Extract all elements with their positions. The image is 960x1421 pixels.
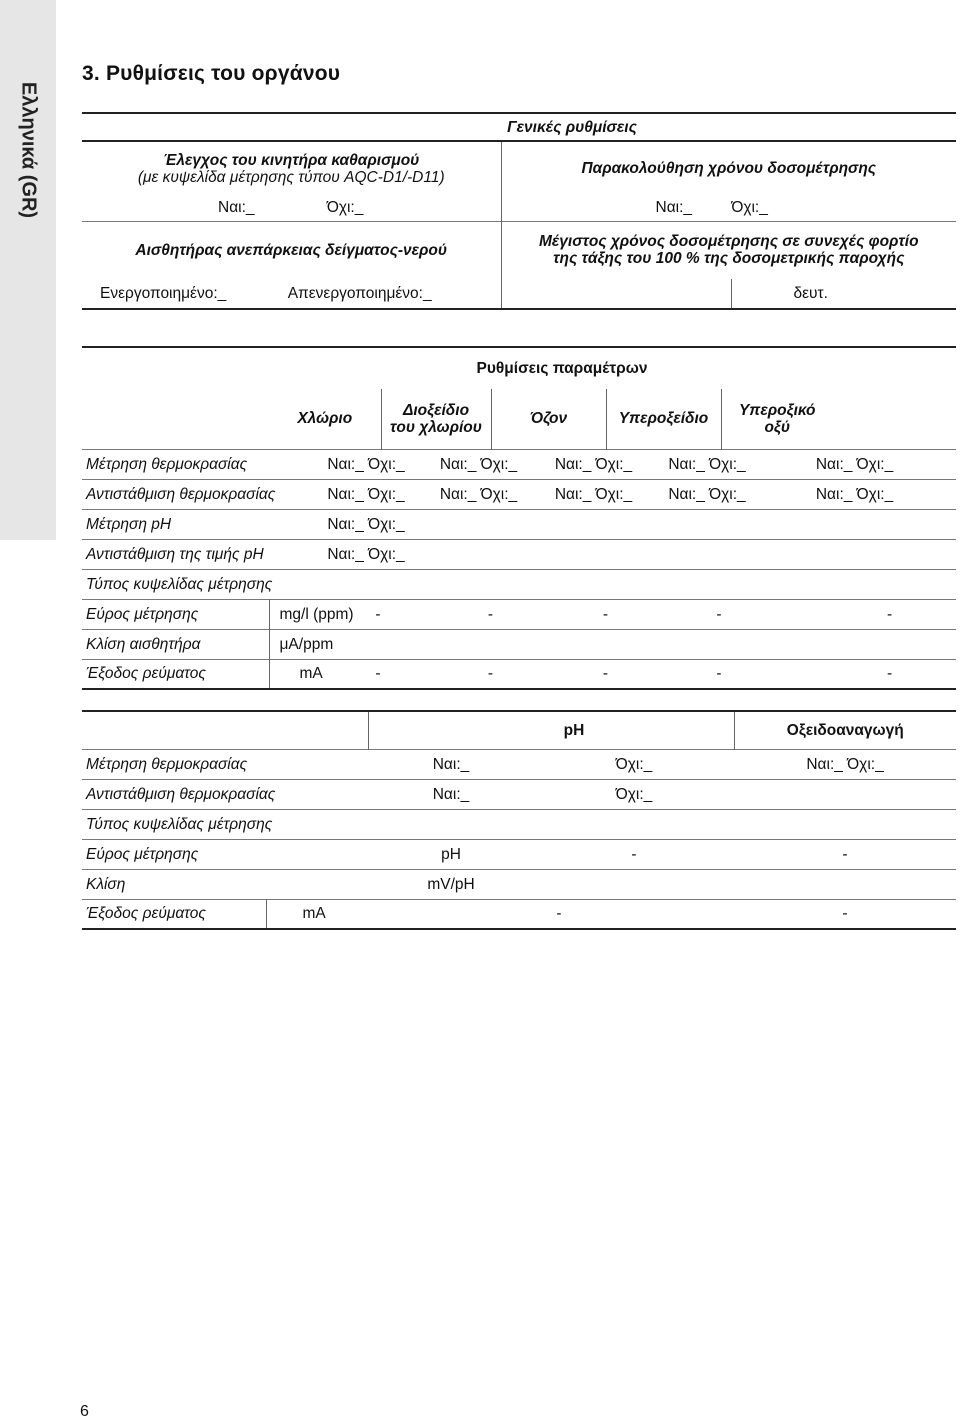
row-label: Κλίση αισθητήρα xyxy=(82,629,269,659)
section-title: 3. Ρυθμίσεις του οργάνου xyxy=(82,62,341,85)
cell-yes-no[interactable]: Ναι:_ Όχι:_ xyxy=(554,485,633,503)
table-row xyxy=(82,899,956,929)
cell-yes-no[interactable]: Ναι:_ Όχι:_ xyxy=(815,455,894,473)
parameter-settings-table xyxy=(82,346,956,690)
motor-check-label xyxy=(82,141,501,195)
cell-yes-no[interactable]: Ναι:_ Όχι:_ xyxy=(806,755,884,773)
dosing-monitor-label: Παρακολούθηση χρόνου δοσομέτρησης xyxy=(581,160,877,177)
max-dosing-input[interactable] xyxy=(501,279,731,309)
col-ph: pH xyxy=(368,711,734,749)
col-ozone: Όζον xyxy=(529,410,568,428)
params-title: Ρυθμίσεις παραμέτρων xyxy=(476,360,648,377)
table-row xyxy=(82,779,956,809)
ph-redox-table xyxy=(82,710,956,930)
unit-label: mV/pH xyxy=(427,875,475,893)
cell-dash[interactable]: - xyxy=(842,905,848,923)
cell-dash[interactable]: - xyxy=(487,665,494,683)
cell-dash[interactable]: - xyxy=(487,605,494,623)
sensor-enabled[interactable]: Ενεργοποιημένο:_ xyxy=(100,285,227,302)
row-label: Αντιστάθμιση της τιμής pH xyxy=(86,545,264,563)
row-label: Αντιστάθμιση θερμοκρασίας xyxy=(86,785,276,803)
cell-yes-no[interactable]: Ναι:_ Όχι:_ xyxy=(554,455,633,473)
max-dosing-unit: δευτ. xyxy=(793,285,828,302)
motor-check-options xyxy=(82,195,501,221)
motor-check-yes[interactable]: Ναι:_ xyxy=(218,199,255,217)
unit-label: mg/l (ppm) xyxy=(279,605,354,623)
motor-check-no[interactable]: Όχι:_ xyxy=(326,199,364,217)
cell-dash[interactable]: - xyxy=(556,905,562,923)
table-row xyxy=(82,869,956,899)
col-peracetic-acid: Υπεροξικό οξύ xyxy=(721,389,833,449)
table-row xyxy=(82,539,956,569)
dosing-monitor-options xyxy=(501,195,956,221)
cell-yes[interactable]: Ναι:_ xyxy=(432,755,470,773)
dosing-monitor-yes[interactable]: Ναι:_ xyxy=(655,199,693,217)
cell-dash[interactable]: - xyxy=(886,665,893,683)
sensor-label: Αισθητήρας ανεπάρκειας δείγματος-νερού xyxy=(82,221,501,279)
cell-yes[interactable]: Ναι:_ xyxy=(432,785,470,803)
cell-dash[interactable]: - xyxy=(716,605,722,623)
params-header-empty xyxy=(82,389,269,449)
unit-label: mA xyxy=(299,665,323,683)
row-label: Κλίση xyxy=(86,875,126,893)
table-row xyxy=(82,479,956,509)
language-tab xyxy=(0,0,56,540)
row-label: Έξοδος ρεύματος xyxy=(82,659,269,689)
table-row xyxy=(82,569,956,599)
table-row xyxy=(82,659,956,689)
cell-no[interactable]: Όχι:_ xyxy=(615,755,653,773)
row-label: Μέτρηση θερμοκρασίας xyxy=(86,755,248,773)
unit-label: μA/ppm xyxy=(279,635,334,653)
cell-yes-no[interactable]: Ναι:_ Όχι:_ xyxy=(327,485,405,503)
cell-dash[interactable]: - xyxy=(842,845,848,863)
cell-dash[interactable]: - xyxy=(886,605,893,623)
motor-check-line2: (με κυψελίδα μέτρησης τύπου AQC-D1/-D11) xyxy=(137,168,445,186)
cell-yes-no[interactable]: Ναι:_ Όχι:_ xyxy=(439,455,518,473)
cell-yes-no[interactable]: Ναι:_ Όχι:_ xyxy=(327,515,405,533)
max-dosing-line2: της τάξης του 100 % της δοσομετρικής παροχής xyxy=(553,250,905,268)
dosing-monitor-no[interactable]: Όχι:_ xyxy=(731,199,768,217)
table-row xyxy=(82,839,956,869)
table-row xyxy=(82,749,956,779)
cell-yes-no[interactable]: Ναι:_ Όχι:_ xyxy=(668,485,746,503)
row-label: Τύπος κυψελίδας μέτρησης xyxy=(86,575,273,593)
sensor-options xyxy=(82,279,501,309)
table-row xyxy=(82,809,956,839)
general-settings-table xyxy=(82,112,956,310)
table-row xyxy=(82,449,956,479)
cell-dash[interactable]: - xyxy=(375,665,381,683)
col-chlorine: Χλώριο xyxy=(297,410,353,428)
col-redox: Οξειδοαναγωγή xyxy=(786,721,904,739)
unit-label: mA xyxy=(302,905,326,923)
cell-yes-no[interactable]: Ναι:_ Όχι:_ xyxy=(327,545,405,563)
col-chlorine-dioxide-line1: Διοξείδιο xyxy=(402,401,470,419)
general-settings-title: Γενικές ρυθμίσεις xyxy=(507,118,637,136)
cell-dash[interactable]: - xyxy=(602,605,609,623)
sensor-disabled[interactable]: Απενεργοποιημένο:_ xyxy=(287,285,432,302)
cell-dash[interactable]: - xyxy=(375,605,381,623)
max-dosing-line1: Μέγιστος χρόνος δοσομέτρησης σε συνεχές φορτίο xyxy=(538,233,919,251)
row-label: Έξοδος ρεύματος xyxy=(82,899,266,929)
cell-dash[interactable]: - xyxy=(602,665,609,683)
language-tab-label: Ελληνικά (GR) xyxy=(17,81,40,219)
row-label: Μέτρηση pH xyxy=(86,515,172,533)
col-chlorine-dioxide xyxy=(381,389,491,449)
row-label: Εύρος μέτρησης xyxy=(82,599,269,629)
cell-yes-no[interactable]: Ναι:_ Όχι:_ xyxy=(815,485,894,503)
row-label: Αντιστάθμιση θερμοκρασίας xyxy=(86,485,276,503)
cell-yes-no[interactable]: Ναι:_ Όχι:_ xyxy=(439,485,518,503)
table-row xyxy=(82,599,956,629)
cell-yes-no[interactable]: Ναι:_ Όχι:_ xyxy=(327,455,405,473)
row-label: Εύρος μέτρησης xyxy=(86,845,199,863)
max-dosing-label xyxy=(501,221,956,279)
table-row xyxy=(82,509,956,539)
motor-check-line1: Έλεγχος του κινητήρα καθαρισμού xyxy=(163,151,420,169)
unit-label: pH xyxy=(441,845,461,863)
cell-dash[interactable]: - xyxy=(716,665,722,683)
row-label: Μέτρηση θερμοκρασίας xyxy=(86,455,248,473)
cell-no[interactable]: Όχι:_ xyxy=(615,785,653,803)
cell-yes-no[interactable]: Ναι:_ Όχι:_ xyxy=(668,455,746,473)
row-label: Τύπος κυψελίδας μέτρησης xyxy=(86,815,273,833)
table-row xyxy=(82,629,956,659)
cell-dash[interactable]: - xyxy=(631,845,637,863)
col-peroxide: Υπεροξείδιο xyxy=(606,389,721,449)
col-chlorine-dioxide-line2: του χλωρίου xyxy=(390,418,482,436)
page-number: 6 xyxy=(80,1403,89,1420)
